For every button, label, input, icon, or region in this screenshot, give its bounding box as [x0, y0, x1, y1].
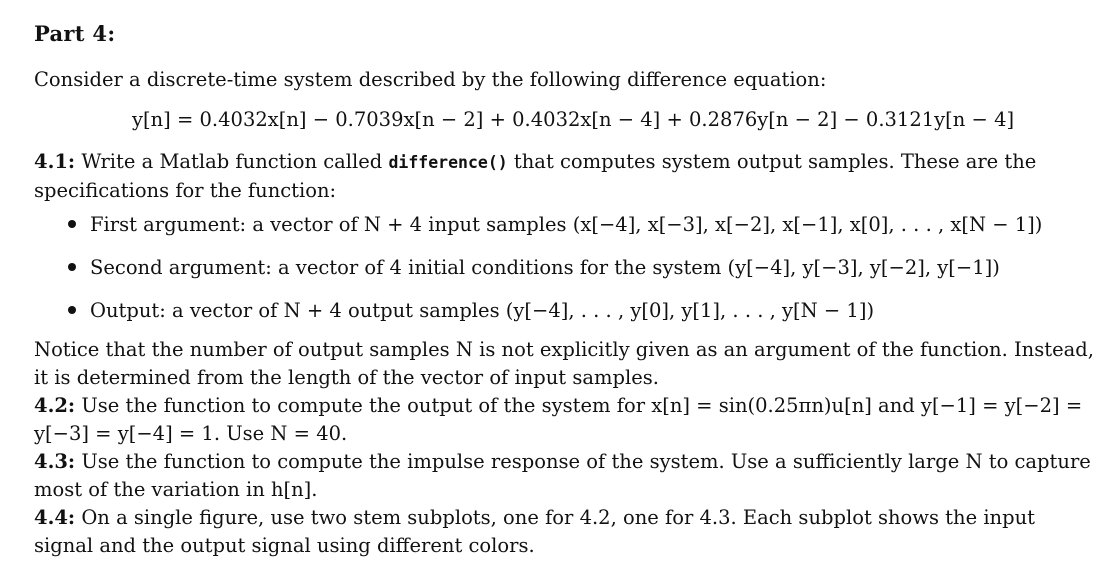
bullet-text: Output: a vector of N + 4 output samples (y[−4], . . . , y[0], y[1], . . . , y[N − 1])	[90, 299, 875, 322]
bullet-output	[68, 299, 874, 322]
section-4-4-text: On a single figure, use two stem subplots, one for 4.2, one for 4.3. Each subplot shows the input	[75, 506, 1035, 529]
bullet-text: First argument: a vector of N + 4 input samples (x[−4], x[−3], x[−2], x[−1], x[0], . . . , x[N − 1])	[90, 213, 1043, 236]
bullet-first-argument	[68, 213, 1042, 236]
section-4-1-line2: specifications for the function:	[34, 179, 337, 202]
function-name-code: difference()	[388, 153, 508, 172]
notice-line2: it is determined from the length of the vector of input samples.	[34, 366, 659, 389]
section-4-2-label: 4.2:	[34, 394, 76, 417]
bullet-text: Second argument: a vector of 4 initial conditions for the system (y[−4], y[−3], y[−2], y[−1])	[90, 256, 1000, 279]
section-4-3	[34, 448, 1091, 504]
section-4-4-label: 4.4:	[34, 506, 76, 529]
bullet-second-argument	[68, 256, 1000, 279]
bullet-dot-icon	[68, 263, 76, 271]
section-4-3-line1	[34, 448, 1091, 476]
section-4-3-label: 4.3:	[34, 450, 76, 473]
section-4-2-line2: y[−3] = y[−4] = 1. Use N = 40.	[34, 422, 348, 445]
section-4-4	[34, 504, 1035, 560]
section-4-3-text: Use the function to compute the impulse response of the system. Use a sufficiently large N to capture	[75, 450, 1091, 473]
section-4-1-label: 4.1:	[34, 150, 76, 173]
part-title: Part 4:	[34, 21, 116, 46]
section-4-1-text-after: that computes system output samples. These are the	[507, 150, 1037, 173]
section-4-2-text: Use the function to compute the output of the system for x[n] = sin(0.25πn)u[n] and y[−1] = y[−2] =	[75, 394, 1083, 417]
intro-text: Consider a discrete-time system described by the following difference equation:	[34, 68, 827, 91]
notice-line1: Notice that the number of output samples N is not explicitly given as an argument of the function. Instead,	[34, 338, 1094, 361]
section-4-2-line1	[34, 392, 1082, 420]
section-4-4-line1	[34, 504, 1035, 532]
bullet-dot-icon	[68, 220, 76, 228]
section-4-1	[34, 148, 1036, 205]
section-4-2	[34, 392, 1082, 448]
section-4-4-line2: signal and the output signal using different colors.	[34, 534, 535, 557]
notice-paragraph	[34, 336, 1094, 392]
section-4-1-text-before: Write a Matlab function called	[75, 150, 389, 173]
section-4-1-line1	[34, 148, 1036, 177]
section-4-3-line2: most of the variation in h[n].	[34, 478, 318, 501]
bullet-dot-icon	[68, 306, 76, 314]
difference-equation: y[n] = 0.4032x[n] − 0.7039x[n − 2] + 0.4032x[n − 4] + 0.2876y[n − 2] − 0.3121y[n − 4]	[132, 108, 1015, 131]
